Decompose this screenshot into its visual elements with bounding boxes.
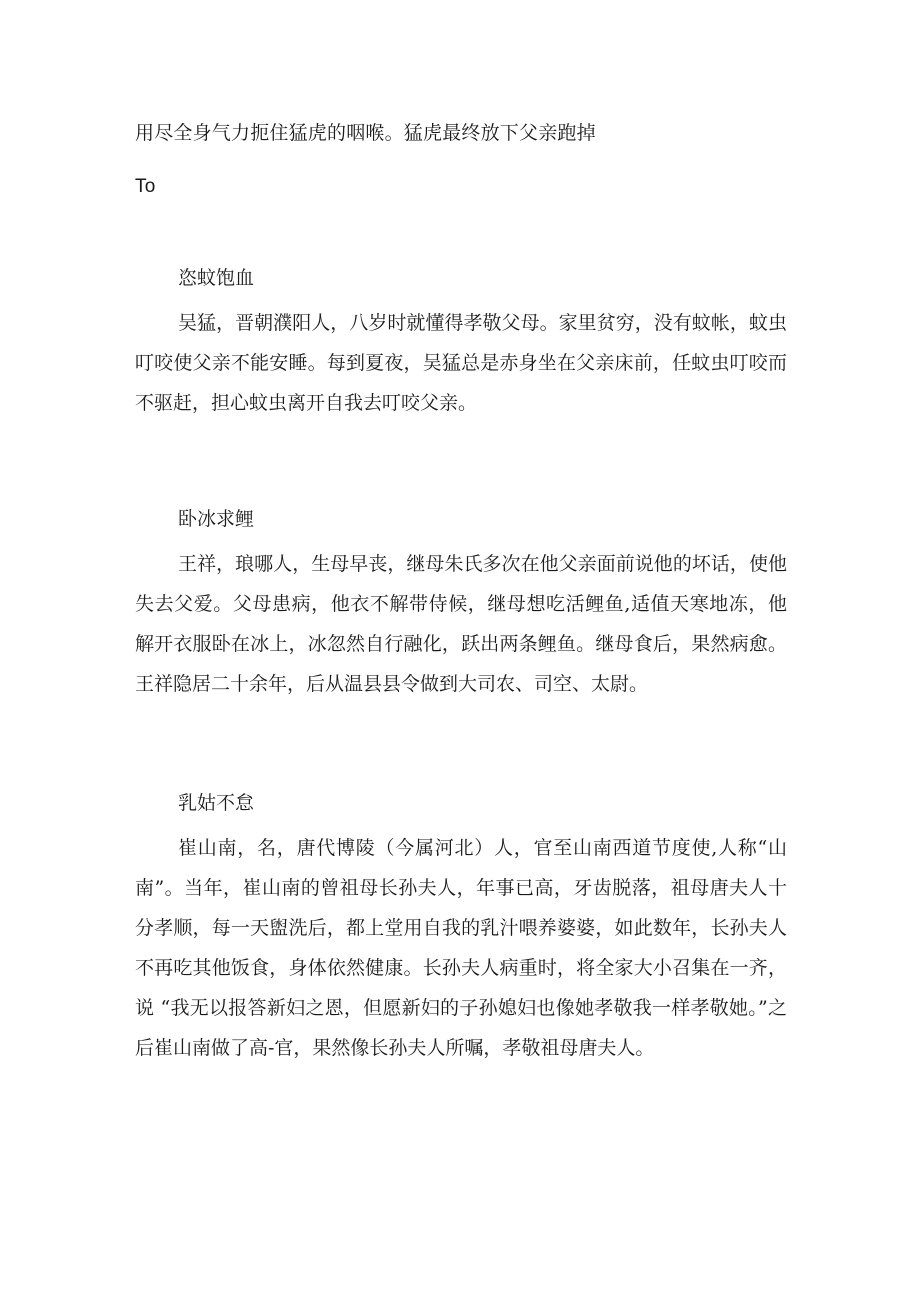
section-body-carp: 王祥，琅哪人，生母早丧，继母朱氏多次在他父亲面前说他的坏话，使他失去父爱。父母患病，他衣不解带侍候，继母想吃活鲤鱼,适值天寒地冻，他解开衣服卧在冰上，冰忽然自行融化，跃出两条鲤鱼。继母食后，果然病愈。王祥隐居二十余年，后从温县县令做到大司农、司空、太尉。 [135,553,787,695]
section-title-mosquito: 恣蚊饱血 [178,267,255,289]
section-title-carp: 卧冰求鲤 [178,508,255,530]
section-body-mosquito: 吴猛，晋朝濮阳人，八岁时就懂得孝敬父母。家里贫穷，没有蚊帐，蚊虫叮咬使父亲不能安睡。每到夏夜，吴猛总是赤身坐在父亲床前，任蚊虫叮咬而不驱赶，担心蚊虫离开自我去叮咬父亲。 [135,312,787,414]
to-text: To [135,176,156,197]
section-body-nursing: 崔山南，名，唐代博陵（今属河北）人，官至山南西道节度使,人称“山南”。当年，崔山南的曾祖母长孙夫人，年事已高，牙齿脱落，祖母唐夫人十分孝顺，每一天盥洗后，都上堂用自我的乳汁喂养婆婆，如此数年，长孙夫人不再吃其他饭食，身体依然健康。长孙夫人病重时，将全家大小召集在一齐，说 “我无以报答新妇之恩，但愿新妇的子孙媳妇也像她孝敬我一样孝敬她。”之后崔山南做了高-官，果然像长孙夫人所嘱，孝敬祖母唐夫人。 [135,837,787,1059]
section-title-nursing: 乳姑不怠 [178,792,255,814]
continuation-line: 用尽全身气力扼住猛虎的咽喉。猛虎最终放下父亲跑掉 [135,122,596,144]
